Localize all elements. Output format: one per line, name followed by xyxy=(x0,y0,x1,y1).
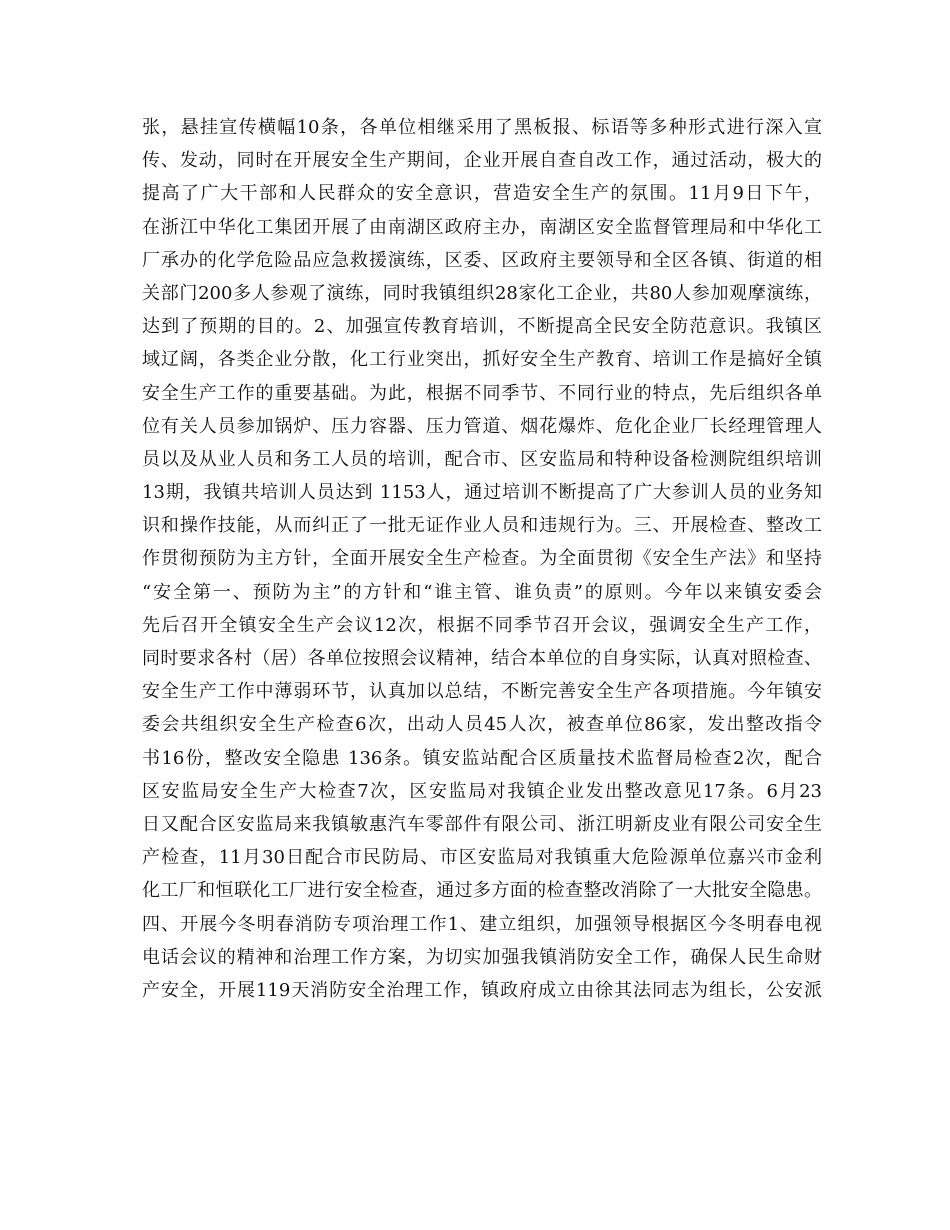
text-line: 13期，我镇共培训人员达到 1153人，通过培训不断提高了广大参训人员的业务知 xyxy=(142,482,822,504)
text-line: 安全生产工作的重要基础。为此，根据不同季节、不同行业的特点，先后组织各单 xyxy=(142,382,822,404)
text-line: 安全生产工作中薄弱环节，认真加以总结，不断完善安全生产各项措施。今年镇安 xyxy=(142,681,822,703)
text-line: 作贯彻预防为主方针，全面开展安全生产检查。为全面贯彻《安全生产法》和坚持 xyxy=(142,548,822,570)
text-line: 区安监局安全生产大检查7次，区安监局对我镇企业发出整改意见17条。6月23 xyxy=(142,780,822,802)
text-line: 在浙江中华化工集团开展了由南湖区政府主办，南湖区安全监督管理局和中华化工 xyxy=(142,216,822,238)
text-line: 产检查，11月30日配合市民防局、市区安监局对我镇重大危险源单位嘉兴市金利 xyxy=(142,847,822,869)
text-line: 同时要求各村（居）各单位按照会议精神，结合本单位的自身实际，认真对照检查、 xyxy=(142,648,822,669)
text-line: 厂承办的化学危险品应急救援演练，区委、区政府主要领导和全区各镇、街道的相 xyxy=(142,249,822,271)
text-line: 提高了广大干部和人民群众的安全意识，营造安全生产的氛围。11月9日下午， xyxy=(142,183,822,205)
text-line: 四、开展今冬明春消防专项治理工作1、建立组织，加强领导根据区今冬明春电视 xyxy=(142,913,822,935)
text-line: 关部门200多人参观了演练，同时我镇组织28家化工企业，共80人参加观摩演练， xyxy=(142,282,822,304)
text-line: 域辽阔，各类企业分散，化工行业突出，抓好安全生产教育、培训工作是搞好全镇 xyxy=(142,349,822,371)
text-line: 传、发动，同时在开展安全生产期间，企业开展自查自改工作，通过活动，极大的 xyxy=(142,150,822,172)
text-line: 位有关人员参加锅炉、压力容器、压力管道、烟花爆炸、危化企业厂长经理管理人 xyxy=(142,415,822,437)
text-line: 先后召开全镇安全生产会议12次，根据不同季节召开会议，强调安全生产工作， xyxy=(142,614,822,636)
text-line: 张，悬挂宣传横幅10条，各单位相继采用了黑板报、标语等多种形式进行深入宣 xyxy=(142,117,822,138)
text-line: 委会共组织安全生产检查6次，出动人员45人次，被查单位86家，发出整改指令 xyxy=(142,714,822,736)
text-line: 日又配合区安监局来我镇敏惠汽车零部件有限公司、浙江明新皮业有限公司安全生 xyxy=(142,813,822,835)
text-line: 识和操作技能，从而纠正了一批无证作业人员和违规行为。三、开展检查、整改工 xyxy=(142,515,822,537)
text-line: 产安全，开展119天消防安全治理工作，镇政府成立由徐其法同志为组长，公安派 xyxy=(142,979,822,1001)
document-body xyxy=(142,111,822,1007)
text-line: 书16份，整改安全隐患 136条。镇安监站配合区质量技术监督局检查2次，配合 xyxy=(142,747,822,769)
text-line: 达到了预期的目的。2、加强宣传教育培训，不断提高全民安全防范意识。我镇区 xyxy=(142,316,822,338)
text-line: “安全第一、预防为主”的方针和“谁主管、谁负责”的原则。今年以来镇安委会 xyxy=(142,581,822,603)
text-line: 员以及从业人员和务工人员的培训，配合市、区安监局和特种设备检测院组织培训 xyxy=(142,448,822,470)
text-line: 化工厂和恒联化工厂进行安全检查，通过多方面的检查整改消除了一大批安全隐患。 xyxy=(142,880,822,902)
text-line: 电话会议的精神和治理工作方案，为切实加强我镇消防安全工作，确保人民生命财 xyxy=(142,946,822,968)
